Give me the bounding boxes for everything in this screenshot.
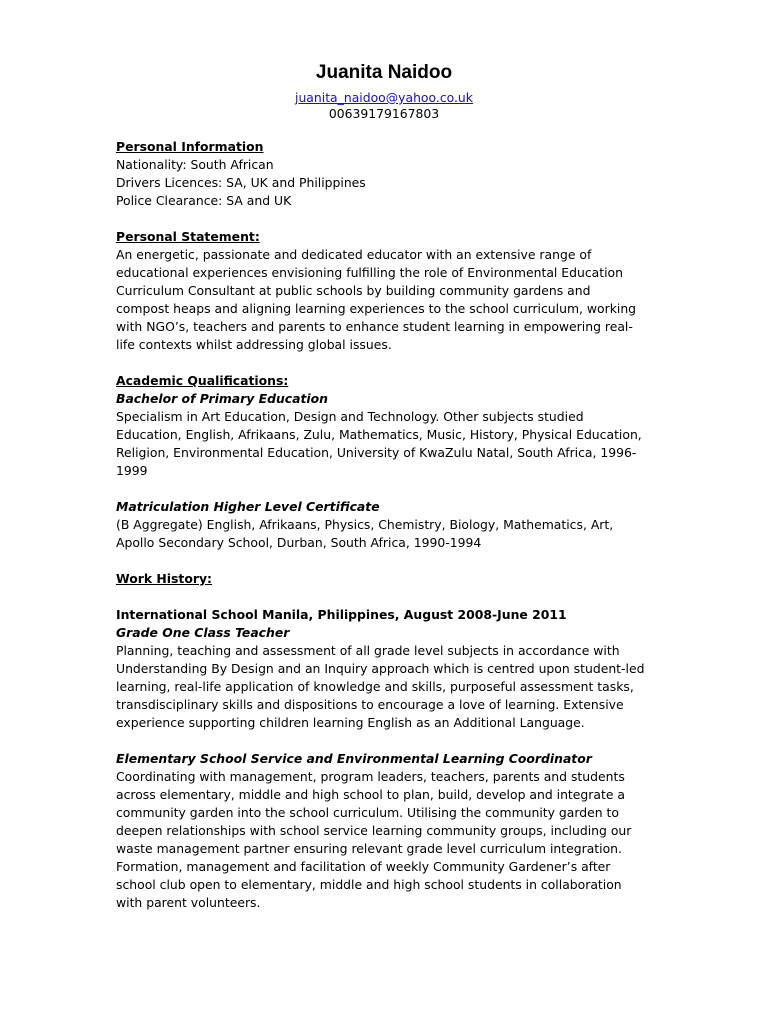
qualification-title: Matriculation Higher Level Certificate	[116, 499, 380, 514]
role-title: Elementary School Service and Environmental Learning Coordinator	[116, 751, 592, 766]
resume-header	[116, 60, 652, 123]
academic-section	[116, 372, 664, 552]
spacer	[116, 588, 664, 606]
qualification-text: (B Aggregate) English, Afrikaans, Physics, Chemistry, Biology, Mathematics, Art, Apollo Secondary School, Durban, South Africa, 1990-1994	[116, 517, 614, 550]
role-description: Coordinating with management, program leaders, teachers, parents and students across elementary, middle and high school to plan, build, develop and integrate a community garden into the school curriculum. Utilising the community garden to deepen relationships with school service learning community groups, including our waste management partner ensuring relevant grade level curriculum integration. Formation, management and facilitation of weekly Community Gardener’s after school club open to elementary, middle and high school students in collaboration with parent volunteers.	[116, 769, 632, 910]
section-heading: Academic Qualifications:	[116, 373, 289, 388]
personal-information-section	[116, 138, 664, 210]
work-history-section	[116, 570, 664, 912]
statement-text: An energetic, passionate and dedicated educator with an extensive range of educational experiences envisioning fulfilling the role of Environmental Education Curriculum Consultant at public schools by building community gardens and compost heaps and aligning learning experiences to the school curriculum, working with NGO’s, teachers and parents to enhance student learning in empowering real- life contexts whilst addressing global issues.	[116, 247, 637, 352]
applicant-name: Juanita Naidoo	[315, 62, 453, 83]
email-link[interactable]: juanita_naidoo@yahoo.co.uk	[295, 90, 473, 105]
employer-line: International School Manila, Philippines, August 2008-June 2011	[116, 607, 567, 622]
info-line: Nationality: South African	[116, 157, 274, 172]
section-heading: Work History:	[116, 571, 212, 586]
resume-page	[116, 60, 664, 912]
spacer	[116, 732, 664, 750]
section-heading: Personal Information	[116, 139, 264, 154]
phone-number: 00639179167803	[328, 106, 440, 121]
personal-statement-section	[116, 228, 664, 354]
info-line: Drivers Licences: SA, UK and Philippines	[116, 175, 366, 190]
role-description: Planning, teaching and assessment of all grade level subjects in accordance with Understanding By Design and an Inquiry approach which is centred upon student-led learning, real-life application of knowledge and skills, purposeful assessment tasks, transdisciplinary skills and dispositions to encourage a love of learning. Extensive experience supporting children learning English as an Additional Language.	[116, 643, 645, 730]
spacer	[116, 480, 664, 498]
section-heading: Personal Statement:	[116, 229, 260, 244]
info-line: Police Clearance: SA and UK	[116, 193, 292, 208]
qualification-text: Specialism in Art Education, Design and Technology. Other subjects studied Education, English, Afrikaans, Zulu, Mathematics, Music, History, Physical Education, Religion, Environmental Education, University of KwaZulu Natal, South Africa, 1996- 1999	[116, 409, 642, 478]
qualification-title: Bachelor of Primary Education	[116, 391, 328, 406]
role-title: Grade One Class Teacher	[116, 625, 290, 640]
